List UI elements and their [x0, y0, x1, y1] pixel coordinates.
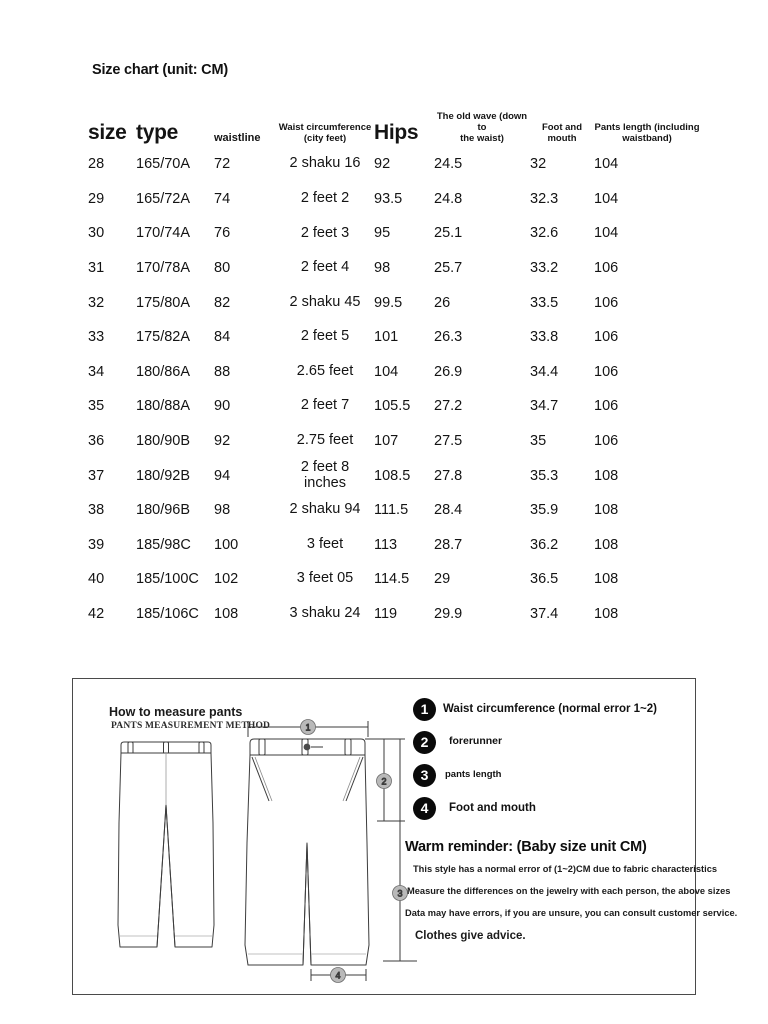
cell-size: 38 — [88, 502, 105, 519]
cell-size: 29 — [88, 190, 105, 207]
cell-foot-mouth: 34.4 — [530, 363, 559, 380]
table-row — [88, 251, 700, 286]
cell-old-wave: 28.4 — [434, 502, 463, 519]
cell-old-wave: 25.7 — [434, 260, 463, 277]
cell-foot-mouth: 35 — [530, 433, 547, 450]
cell-waistline: 88 — [214, 363, 231, 380]
cell-type: 180/90B — [136, 433, 191, 450]
column-header-old-wave-line1: The old wave (down to — [436, 111, 528, 134]
warm-reminder-title: Warm reminder: (Baby size unit CM) — [405, 839, 647, 855]
table-row — [88, 493, 700, 528]
cell-foot-mouth: 35.3 — [530, 467, 559, 484]
cell-size: 36 — [88, 433, 105, 450]
warm-reminder-line-2: Measure the differences on the jewelry with each person, the above sizes — [407, 886, 731, 897]
table-row — [88, 458, 700, 493]
column-header-waist-circumference-line2: (city feet) — [303, 133, 347, 145]
table-row — [88, 597, 700, 632]
column-header-type: type — [136, 120, 178, 144]
cell-old-wave: 24.8 — [434, 190, 463, 207]
cell-pants-length: 106 — [594, 260, 619, 277]
cell-size: 42 — [88, 606, 105, 623]
column-header-foot-mouth-line2: mouth — [547, 133, 577, 145]
legend-item-1 — [413, 697, 688, 721]
cell-hips: 93.5 — [374, 190, 403, 207]
cell-old-wave: 26 — [434, 294, 451, 311]
legend-label-4: Foot and mouth — [449, 801, 536, 814]
cell-pants-length: 104 — [594, 190, 619, 207]
table-row — [88, 389, 700, 424]
cell-foot-mouth: 33.2 — [530, 260, 559, 277]
cell-pants-length: 106 — [594, 363, 619, 380]
cell-type: 165/72A — [136, 190, 191, 207]
column-header-pants-length — [594, 95, 700, 147]
legend-item-2 — [413, 730, 688, 754]
cell-hips: 104 — [374, 363, 399, 380]
cell-pants-length: 108 — [594, 606, 619, 623]
cell-hips: 101 — [374, 329, 399, 346]
cell-size: 28 — [88, 156, 105, 173]
legend-badge-1: 1 — [413, 698, 436, 721]
cell-size: 30 — [88, 225, 105, 242]
cell-size: 35 — [88, 398, 105, 415]
cell-hips: 95 — [374, 225, 391, 242]
cell-type: 165/70A — [136, 156, 191, 173]
cell-pants-length: 106 — [594, 329, 619, 346]
cell-old-wave: 27.8 — [434, 467, 463, 484]
table-row — [88, 562, 700, 597]
legend-item-4 — [413, 796, 688, 820]
cell-pants-length: 106 — [594, 433, 619, 450]
legend-item-3 — [413, 763, 688, 787]
cell-type: 170/78A — [136, 260, 191, 277]
cell-old-wave: 24.5 — [434, 156, 463, 173]
cell-size: 33 — [88, 329, 105, 346]
cell-size: 34 — [88, 363, 105, 380]
measurement-guide-panel — [72, 678, 738, 995]
legend-label-2: forerunner — [449, 735, 503, 748]
cell-city-feet: 3 shaku 24 — [289, 605, 361, 622]
cell-city-feet: 2 shaku 16 — [289, 155, 361, 172]
column-header-foot-mouth-line1: Foot and — [541, 122, 583, 134]
table-row — [88, 216, 700, 251]
cell-size: 31 — [88, 260, 105, 277]
cell-hips: 111.5 — [374, 502, 409, 519]
cell-waistline: 84 — [214, 329, 231, 346]
cell-hips: 107 — [374, 433, 399, 450]
cell-city-feet: 3 feet — [306, 535, 344, 552]
column-header-foot-mouth — [530, 95, 594, 147]
cell-foot-mouth: 32.6 — [530, 225, 559, 242]
cell-old-wave: 27.5 — [434, 433, 463, 450]
cell-pants-length: 106 — [594, 294, 619, 311]
cell-type: 185/98C — [136, 536, 191, 553]
cell-type: 170/74A — [136, 225, 191, 242]
cell-pants-length: 108 — [594, 502, 619, 519]
cell-type: 180/86A — [136, 363, 191, 380]
cell-size: 40 — [88, 571, 105, 588]
warm-reminder-line-3: Data may have errors, if you are unsure, you can consult customer service. — [405, 908, 738, 919]
cell-size: 32 — [88, 294, 105, 311]
cell-waistline: 98 — [214, 502, 231, 519]
cell-foot-mouth: 32 — [530, 156, 547, 173]
cell-foot-mouth: 32.3 — [530, 190, 559, 207]
page-title: Size chart (unit: CM) — [92, 62, 228, 78]
table-row — [88, 355, 700, 390]
cell-foot-mouth: 34.7 — [530, 398, 559, 415]
cell-type: 180/92B — [136, 467, 191, 484]
marker-2-label: 2 — [381, 776, 387, 787]
cell-city-feet: 2.65 feet — [296, 362, 354, 379]
table-row — [88, 147, 700, 182]
cell-waistline: 80 — [214, 260, 231, 277]
table-header-row — [88, 95, 700, 147]
pants-back-view — [118, 742, 214, 947]
measurement-legend — [413, 697, 688, 829]
cell-old-wave: 29.9 — [434, 606, 463, 623]
cell-hips: 98 — [374, 260, 391, 277]
warm-reminder-line-4: Clothes give advice. — [415, 930, 526, 943]
cell-hips: 105.5 — [374, 398, 411, 415]
warm-reminder-block — [405, 839, 738, 955]
warm-reminder-line-1: This style has a normal error of (1~2)CM due to fabric characteristics — [413, 864, 718, 874]
cell-old-wave: 28.7 — [434, 536, 463, 553]
cell-hips: 114.5 — [374, 571, 410, 588]
cell-city-feet: 2 shaku 45 — [289, 293, 361, 310]
column-header-old-wave — [434, 95, 530, 147]
cell-type: 180/88A — [136, 398, 191, 415]
legend-badge-3: 3 — [413, 764, 436, 787]
column-header-hips: Hips — [374, 120, 419, 144]
cell-size: 39 — [88, 536, 105, 553]
cell-old-wave: 25.1 — [434, 225, 463, 242]
cell-pants-length: 104 — [594, 225, 619, 242]
legend-label-3: pants length — [445, 769, 502, 781]
cell-waistline: 72 — [214, 156, 231, 173]
cell-waistline: 76 — [214, 225, 231, 242]
cell-city-feet: 3 feet 05 — [296, 570, 354, 587]
cell-hips: 108.5 — [374, 467, 411, 484]
column-header-waist-circumference — [276, 95, 374, 147]
cell-city-feet: 2 feet 7 — [300, 397, 350, 414]
cell-foot-mouth: 35.9 — [530, 502, 559, 519]
cell-type: 180/96B — [136, 502, 191, 519]
column-header-size: size — [88, 120, 127, 144]
cell-hips: 92 — [374, 156, 391, 173]
cell-waistline: 82 — [214, 294, 231, 311]
marker-1-label: 1 — [305, 722, 311, 733]
table-row — [88, 320, 700, 355]
column-header-waistline: waistline — [214, 132, 261, 145]
cell-old-wave: 27.2 — [434, 398, 463, 415]
cell-old-wave: 29 — [434, 571, 451, 588]
table-row — [88, 528, 700, 563]
cell-pants-length: 108 — [594, 467, 619, 484]
marker-4-label: 4 — [335, 970, 341, 981]
cell-foot-mouth: 37.4 — [530, 606, 559, 623]
howto-measure-title: How to measure pants — [109, 705, 243, 719]
cell-foot-mouth: 33.8 — [530, 329, 559, 346]
cell-type: 185/100C — [136, 571, 199, 588]
button-icon — [304, 744, 311, 751]
size-chart-body — [88, 147, 700, 631]
cell-city-feet: 2.75 feet — [296, 432, 354, 449]
legend-badge-4: 4 — [413, 797, 436, 820]
cell-foot-mouth: 36.5 — [530, 571, 559, 588]
cell-foot-mouth: 36.2 — [530, 536, 559, 553]
cell-old-wave: 26.3 — [434, 329, 463, 346]
cell-hips: 113 — [374, 536, 398, 553]
cell-pants-length: 108 — [594, 536, 619, 553]
cell-city-feet: 2 shaku 94 — [289, 501, 361, 518]
cell-hips: 119 — [374, 606, 398, 623]
cell-old-wave: 26.9 — [434, 363, 463, 380]
cell-waistline: 90 — [214, 398, 231, 415]
column-header-pants-length-line2: waistband) — [622, 133, 672, 145]
cell-pants-length: 108 — [594, 571, 619, 588]
cell-city-feet: 2 feet 8 inches — [300, 458, 350, 491]
cell-waistline: 92 — [214, 433, 231, 450]
column-header-old-wave-line2: the waist) — [460, 133, 504, 145]
marker-3-label: 3 — [397, 888, 403, 899]
pants-front-view — [245, 739, 369, 965]
cell-type: 175/82A — [136, 329, 191, 346]
cell-type: 175/80A — [136, 294, 191, 311]
cell-pants-length: 104 — [594, 156, 619, 173]
legend-badge-2: 2 — [413, 731, 436, 754]
column-header-waist-circumference-line1: Waist circumference — [278, 122, 372, 134]
table-row — [88, 424, 700, 459]
legend-label-1: Waist circumference (normal error 1~2) — [443, 702, 658, 715]
cell-size: 37 — [88, 467, 105, 484]
cell-hips: 99.5 — [374, 294, 403, 311]
column-header-pants-length-line1: Pants length (including — [594, 122, 700, 134]
howto-measure-subtitle: PANTS MEASUREMENT METHOD — [111, 721, 271, 731]
cell-waistline: 74 — [214, 190, 231, 207]
cell-waistline: 102 — [214, 571, 239, 588]
cell-type: 185/106C — [136, 606, 199, 623]
cell-foot-mouth: 33.5 — [530, 294, 559, 311]
cell-waistline: 94 — [214, 467, 231, 484]
table-row — [88, 182, 700, 217]
cell-waistline: 100 — [214, 536, 239, 553]
cell-waistline: 108 — [214, 606, 239, 623]
cell-city-feet: 2 feet 5 — [300, 328, 350, 345]
table-row — [88, 285, 700, 320]
size-chart-table — [88, 95, 700, 631]
cell-city-feet: 2 feet 4 — [300, 259, 350, 276]
pants-diagram — [87, 693, 447, 988]
cell-pants-length: 106 — [594, 398, 619, 415]
cell-city-feet: 2 feet 3 — [300, 224, 350, 241]
cell-city-feet: 2 feet 2 — [300, 189, 350, 206]
